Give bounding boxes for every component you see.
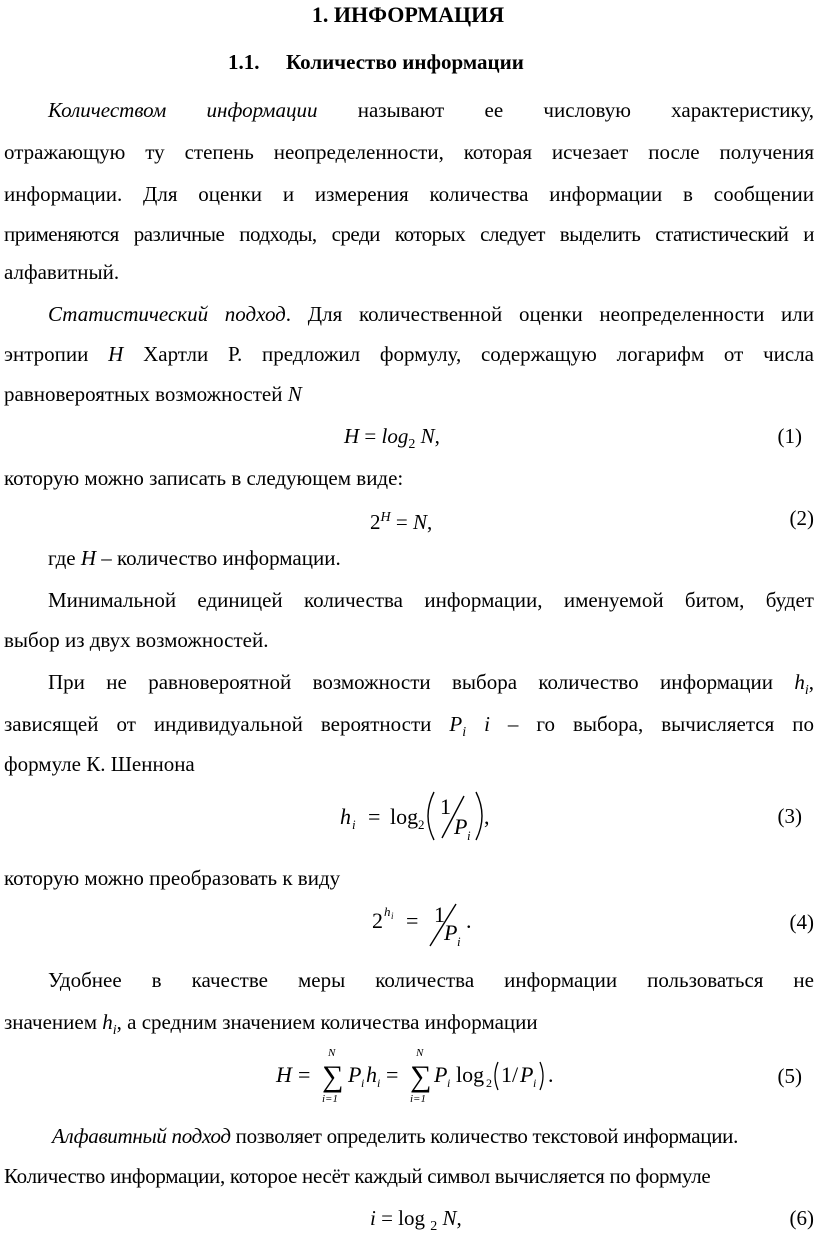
paragraph-line: которую можно записать в следующем виде: — [4, 466, 404, 490]
svg-text:i: i — [352, 817, 356, 832]
svg-text:2: 2 — [372, 908, 383, 933]
chapter-title: ИНФОРМАЦИЯ — [333, 2, 505, 27]
paragraph-line: энтропии H Хартли Р. предложил формулу, содержащую логарифм от числа — [4, 342, 814, 366]
equation-4 — [364, 898, 504, 952]
svg-text:=: = — [406, 908, 419, 933]
svg-text:=: = — [386, 1062, 399, 1087]
svg-text:i: i — [533, 1076, 537, 1090]
paragraph-line: Количеством информации называют ее числовую характеристику, — [48, 98, 814, 122]
svg-text:P: P — [434, 1062, 448, 1087]
svg-text:P: P — [520, 1062, 534, 1087]
svg-text:2: 2 — [418, 817, 425, 832]
paragraph-line: При не равновероятной возможности выбора количество информации $h_i$, — [48, 670, 814, 699]
equation-2: $2^H = N$, — [370, 510, 433, 534]
svg-text:i: i — [457, 934, 461, 949]
paragraph-line: равновероятных возможностей N — [4, 382, 302, 406]
svg-text:i=1: i=1 — [410, 1093, 426, 1105]
section-title: Количество информации — [286, 50, 524, 74]
svg-text:i: i — [361, 1076, 365, 1090]
svg-text:P: P — [454, 814, 468, 839]
equation-5 — [272, 1044, 572, 1108]
svg-text:1: 1 — [440, 794, 451, 819]
paragraph-line: значением $h_i$, а средним значением количества информации — [4, 1010, 538, 1039]
equation-6: i = log $_2$ N, — [370, 1206, 462, 1235]
svg-text:1: 1 — [434, 902, 445, 927]
svg-text:=: = — [298, 1062, 311, 1087]
svg-text:h: h — [340, 804, 351, 829]
equation-number: (6) — [789, 1206, 814, 1230]
svg-text:.: . — [548, 1062, 554, 1087]
term-italic: Алфавитный подход — [52, 1124, 231, 1148]
equation-number: (3) — [777, 804, 802, 828]
svg-text:∑: ∑ — [410, 1060, 432, 1093]
paragraph-line: информации. Для оценки и измерения количества информации в сообщении — [4, 182, 814, 206]
svg-text:N: N — [416, 1047, 424, 1059]
svg-text:P: P — [348, 1062, 362, 1087]
svg-text:H: H — [276, 1062, 292, 1087]
svg-text:log: log — [456, 1062, 485, 1087]
svg-text:=: = — [368, 804, 381, 829]
svg-text:/: / — [512, 1062, 519, 1087]
paragraph-line: применяются различные подходы, среди которых следует выделить статистический и — [4, 222, 814, 246]
section-number: 1.1. — [228, 50, 260, 74]
paragraph-line: алфавитный. — [4, 260, 120, 284]
svg-text:i=1: i=1 — [322, 1093, 338, 1105]
paragraph-line: Количество информации, которое несёт каждый символ вычисляется по формуле — [4, 1164, 711, 1188]
paragraph-line: Статистический подход. Для количественной оценки неопределенности или — [48, 302, 814, 326]
paragraph-line: зависящей от индивидуальной вероятности $P_i$ i – го выбора, вычисляется по — [4, 712, 814, 741]
paragraph-line: формуле К. Шеннона — [4, 752, 195, 776]
equation-3 — [330, 784, 530, 846]
term-italic: Статистический подход — [48, 302, 286, 326]
svg-text:1: 1 — [501, 1062, 512, 1087]
svg-text:h: h — [366, 1062, 377, 1087]
paragraph-line: Минимальной единицей количества информации, именуемой битом, будет — [48, 588, 814, 612]
equation-1: $H = \log_2 N$, — [344, 424, 440, 453]
section-heading — [228, 50, 524, 75]
svg-text:i: i — [377, 1076, 381, 1090]
svg-text:P: P — [444, 920, 458, 945]
svg-text:log: log — [390, 804, 419, 829]
equation-number: (1) — [777, 424, 802, 448]
paragraph-line: Удобнее в качестве меры количества информации пользоваться не — [48, 968, 814, 992]
equation-number: (2) — [789, 506, 814, 530]
svg-text:∑: ∑ — [322, 1060, 344, 1093]
chapter-heading — [0, 2, 816, 28]
paragraph-line: отражающую ту степень неопределенности, которая исчезает после получения — [4, 140, 814, 164]
svg-text:,: , — [484, 804, 490, 829]
term-italic: Количеством информации — [48, 98, 318, 122]
svg-text:i: i — [467, 828, 471, 843]
svg-text:.: . — [466, 908, 472, 933]
paragraph-line: выбор из двух возможностей. — [4, 628, 269, 652]
svg-text:i: i — [447, 1076, 451, 1090]
svg-text:i: i — [391, 911, 394, 921]
equation-number: (5) — [777, 1064, 802, 1088]
svg-text:N: N — [328, 1047, 336, 1059]
paragraph-line: Алфавитный подход позволяет определить количество текстовой информации. — [52, 1124, 739, 1148]
chapter-number: 1. — [311, 2, 329, 27]
paragraph-line: которую можно преобразовать к виду — [4, 866, 341, 890]
paragraph-line: где H – количество информации. — [48, 546, 341, 570]
svg-text:h: h — [384, 904, 391, 919]
equation-number: (4) — [789, 910, 814, 934]
svg-text:2: 2 — [486, 1076, 492, 1090]
